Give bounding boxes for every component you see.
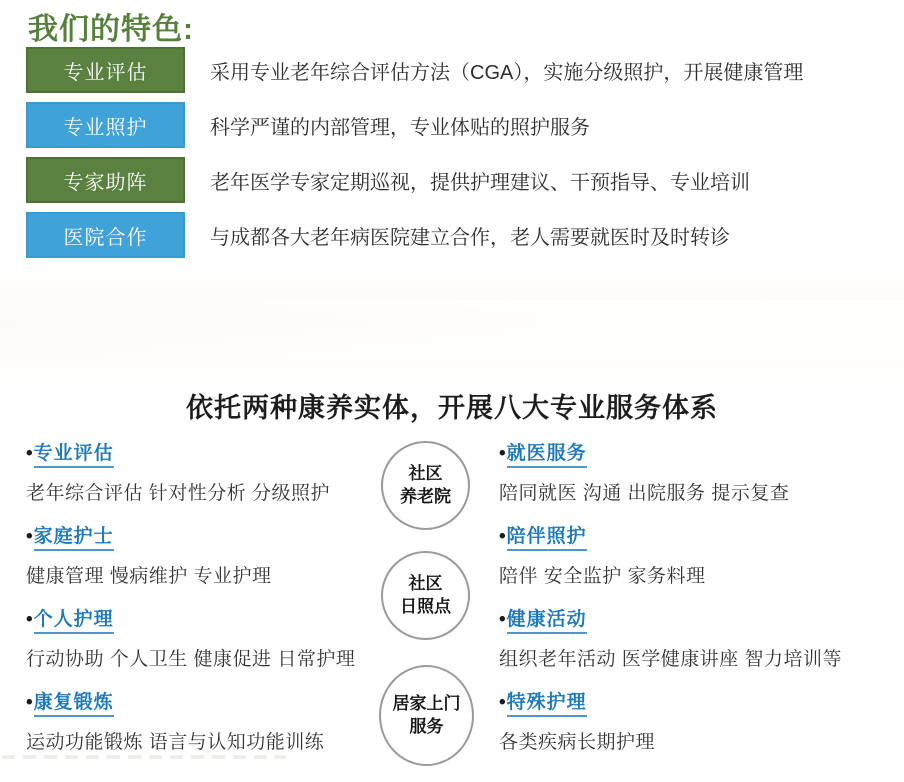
service-description: 行动协助 个人卫生 健康促进 日常护理 (26, 649, 356, 670)
service-item (499, 525, 899, 588)
circle-label-line: 服务 (409, 716, 444, 736)
circle-label-line: 养老院 (400, 486, 451, 506)
service-title-line (499, 442, 899, 466)
bullet-icon: • (499, 443, 506, 464)
background-texture (0, 300, 904, 360)
service-description: 运动功能锻炼 语言与认知功能训练 (26, 732, 325, 753)
service-link-health-activities[interactable]: 健康活动 (507, 609, 587, 634)
service-link-medical-escort[interactable]: 就医服务 (507, 443, 587, 468)
service-link-special-nursing[interactable]: 特殊护理 (507, 692, 587, 717)
service-title-line (499, 691, 899, 715)
features-heading: 我们的特色: (28, 13, 194, 46)
bullet-icon: • (26, 526, 33, 547)
feature-description: 与成都各大老年病医院建立合作，老人需要就医时及时转诊 (210, 226, 730, 249)
service-link-home-nurse[interactable]: 家庭护士 (34, 526, 114, 551)
service-title-line (26, 442, 376, 466)
service-description: 各类疾病长期护理 (499, 732, 656, 753)
circle-label-line: 居家上门 (392, 693, 461, 713)
service-description: 组织老年活动 医学健康讲座 智力培训等 (499, 649, 843, 670)
feature-row (26, 47, 803, 93)
service-description: 陪同就医 沟通 出院服务 提示复查 (499, 483, 790, 504)
service-description: 陪伴 安全监护 家务料理 (499, 566, 706, 587)
feature-tag-care: 专业照护 (26, 102, 185, 148)
feature-description: 采用专业老年综合评估方法（CGA），实施分级照护，开展健康管理 (210, 61, 804, 84)
service-item (26, 608, 376, 671)
background-texture (0, 268, 904, 383)
feature-description: 科学严谨的内部管理，专业体贴的照护服务 (210, 116, 590, 139)
feature-description: 老年医学专家定期巡视，提供护理建议、干预指导、专业培训 (210, 171, 750, 194)
service-link-companion-care[interactable]: 陪伴照护 (507, 526, 587, 551)
bullet-icon: • (499, 526, 506, 547)
service-description: 老年综合评估 针对性分析 分级照护 (26, 483, 331, 504)
services-right-column (499, 442, 899, 774)
service-item (499, 608, 899, 671)
feature-tag-assessment: 专业评估 (26, 47, 185, 93)
services-left-column (26, 442, 376, 774)
bullet-icon: • (26, 692, 33, 713)
service-description: 健康管理 慢病维护 专业护理 (26, 566, 272, 587)
service-item (26, 442, 376, 505)
feature-row (26, 157, 803, 203)
service-item (26, 691, 376, 754)
service-title-line (26, 608, 376, 632)
service-link-assessment[interactable]: 专业评估 (34, 443, 114, 468)
circle-label-line: 日照点 (400, 596, 451, 616)
feature-tag-hospital: 医院合作 (26, 212, 185, 258)
entity-circle-community-nursing-home (381, 441, 470, 530)
bullet-icon: • (499, 609, 506, 630)
entity-circle-home-visit-service (379, 665, 474, 766)
service-link-personal-care[interactable]: 个人护理 (34, 609, 114, 634)
feature-row (26, 212, 803, 258)
service-title-line (499, 608, 899, 632)
service-item (26, 525, 376, 588)
bullet-icon: • (26, 609, 33, 630)
services-title: 依托两种康养实体，开展八大专业服务体系 (186, 393, 718, 423)
service-item (499, 442, 899, 505)
feature-tag-experts: 专家助阵 (26, 157, 185, 203)
entity-circle-community-daycare (381, 551, 470, 640)
service-item (499, 691, 899, 754)
feature-row (26, 102, 803, 148)
circle-label-line: 社区 (408, 463, 443, 483)
bullet-icon: • (499, 692, 506, 713)
service-title-line (26, 691, 376, 715)
circle-label-line: 社区 (408, 573, 443, 593)
service-title-line (26, 525, 376, 549)
bullet-icon: • (26, 443, 33, 464)
service-title-line (499, 525, 899, 549)
service-link-rehab[interactable]: 康复锻炼 (34, 692, 114, 717)
features-list (26, 47, 803, 267)
